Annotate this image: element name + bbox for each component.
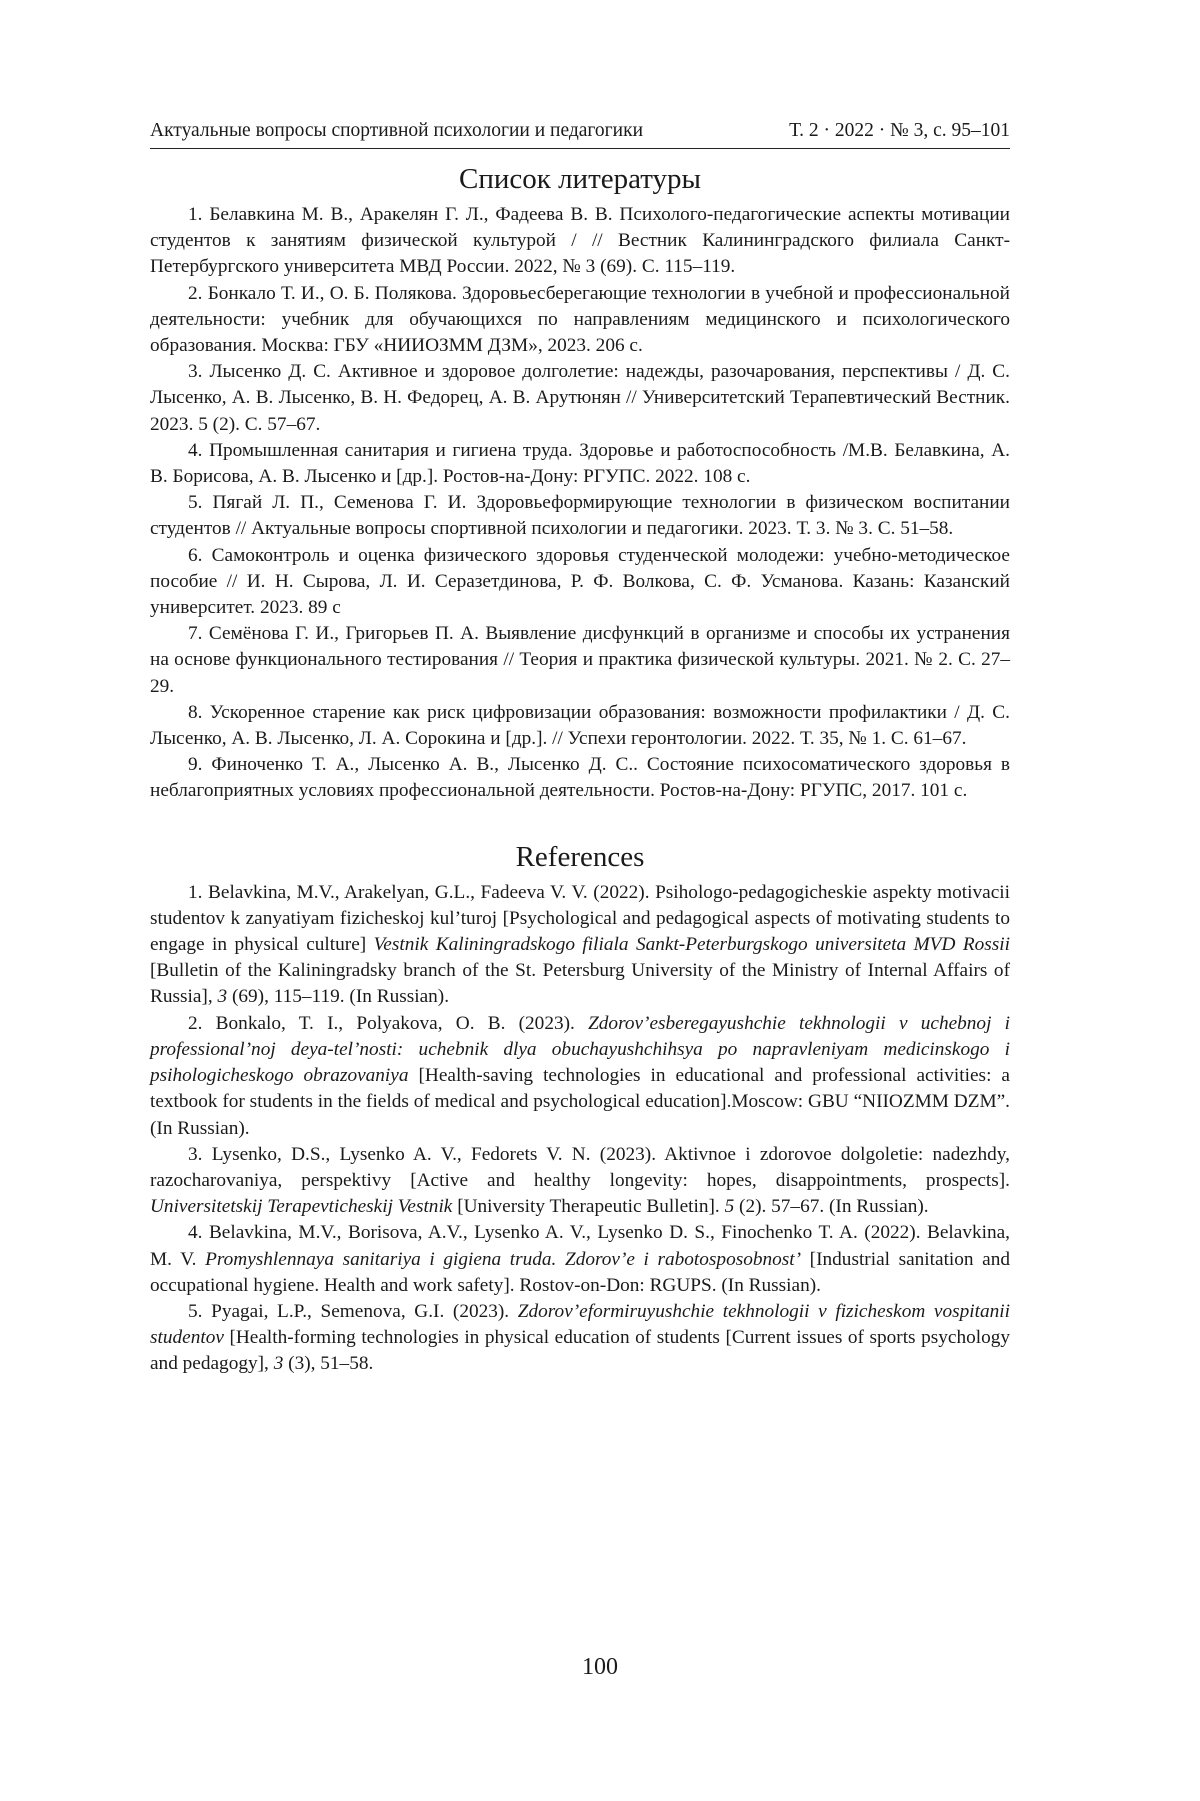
reference-item: 8. Ускоренное старение как риск цифровизации образования: возможности профилактики / Д. С. Лысенко, А. В. Лысенко, Л. А. Сорокина и [др.]. // Успехи геронтологии. 2022. Т. 35, № 1. С. 61–67.: [150, 701, 1010, 750]
reference-item: 4. Промышленная санитария и гигиена труда. Здоровье и работоспособность /М.В. Белавкина, А. В. Борисова, А. В. Лысенко и [др.]. Ростов-на-Дону: РГУПС. 2022. 108 с.: [150, 439, 1010, 488]
reference-run: 5. Pyagai, L.P., Semenova, G.I. (2023).: [188, 1300, 518, 1322]
issue-info: Т. 2 · 2022 · № 3, с. 95–101: [789, 120, 1010, 141]
reference-run: [University Therapeutic Bulletin].: [452, 1196, 725, 1218]
reference-run: (3), 51–58.: [283, 1353, 374, 1375]
page: [150, 120, 1010, 1378]
reference-italic-run: Zdorov’eformiruyushchie tekhnologii v fizicheskom vospitanii studentov: [150, 1300, 1010, 1349]
reference-italic-run: Universitetskij Terapevticheskij Vestnik: [150, 1196, 453, 1218]
section-title-ru: Список литературы: [458, 163, 702, 195]
reference-run: [Health-saving technologies in educational and professional activities: a textbook for students in the fields of medical and psychological education].Moscow: GBU “NIIOZMM DZM”. (In Russian).: [150, 1065, 1010, 1139]
reference-list-ru: [150, 202, 1010, 805]
reference-run: (2). 57–67. (In Russian).: [734, 1196, 929, 1218]
reference-run: 3. Lysenko, D.S., Lysenko A. V., Fedorets V. N. (2023). Aktivnoe i zdorovoe dolgoletie: nadezhdy, razocharovaniya, perspektivy [Active and healthy longevity: hopes, disappointments, prospects].: [150, 1143, 1010, 1191]
reference-italic-run: 5: [724, 1196, 735, 1218]
reference-item: 3. Лысенко Д. С. Активное и здоровое долголетие: надежды, разочарования, перспективы / Д. С. Лысенко, А. В. Лысенко, В. Н. Федорец, А. В. Арутюнян // Университетский Терапевтический Вестник. 2023. 5 (2). С. 57–67.: [150, 361, 1010, 435]
reference-run: 2. Bonkalo, T. I., Polyakova, O. B. (2023).: [188, 1012, 589, 1034]
reference-italic-run: 3: [217, 986, 228, 1008]
reference-run: 1. Belavkina, M.V., Arakelyan, G.L., Fadeeva V. V. (2022). Psihologo-pedagogicheskie aspekty motivacii studentov k zanyatiyam fizicheskoj kul’turoj [Psychological and pedagogical aspects of motivating students to engage in physical culture]: [150, 881, 1010, 956]
page-number: 100: [582, 1654, 618, 1680]
reference-run: [Bulletin of the Kaliningradsky branch of the St. Petersburg University of the Ministry of Internal Affairs of Russia],: [150, 960, 1010, 1008]
reference-item: [150, 1011, 1010, 1142]
reference-italic-run: Promyshlennaya sanitariya i gigiena truda. Zdorov’e i rabotosposobnost’: [205, 1248, 802, 1270]
reference-list-en: [150, 880, 1010, 1378]
reference-item: 9. Финоченко Т. А., Лысенко А. В., Лысенко Д. С.. Состояние психосоматического здоровья в неблагоприятных условиях профессиональной деятельности. Ростов-на-Дону: РГУПС, 2017. 101 с.: [150, 754, 1010, 802]
reference-item: [150, 1299, 1010, 1378]
references-en-section: [150, 841, 1010, 1378]
reference-item: 1. Белавкина М. В., Аракелян Г. Л., Фадеева В. В. Психолого-педагогические аспекты мотивации студентов к занятиям физической культурой / // Вестник Калининградского филиала Санкт-Петербургского университета МВД России. 2022, № 3 (69). С. 115–119.: [150, 204, 1010, 278]
reference-italic-run: Vestnik Kaliningradskogo filiala Sankt-Peterburgskogo universiteta MVD Rossii: [373, 934, 1010, 956]
reference-item: 6. Самоконтроль и оценка физического здоровья студенческой молодежи: учебно-методическое пособие // И. Н. Сырова, Л. И. Серазетдинова, Р. Ф. Волкова, С. Ф. Усманова. Казань: Казанский университет. 2023. 89 с: [150, 544, 1010, 619]
reference-italic-run: Zdorov’esberegayushchie tekhnologii v uchebnoj i professional’noj deya-tel’nosti: uchebnik dlya obuchayushchihsya po napravleniyam medicinskogo i psihologicheskogo obrazovaniya: [150, 1012, 1010, 1087]
references-ru-section: [150, 163, 1010, 805]
reference-item: [150, 1142, 1010, 1221]
reference-item: 5. Пягай Л. П., Семенова Г. И. Здоровьеформирующие технологии в физическом воспитании студентов // Актуальные вопросы спортивной психологии и педагогики. 2023. Т. 3. № 3. С. 51–58.: [150, 492, 1010, 540]
reference-run: (69), 115–119. (In Russian).: [227, 986, 450, 1008]
reference-item: [150, 880, 1010, 1011]
reference-run: [Health-forming technologies in physical education of students [Current issues of sports psychology and pedagogy],: [150, 1327, 1010, 1375]
running-head: [150, 120, 1010, 149]
reference-italic-run: 3: [273, 1353, 284, 1375]
reference-run: [Industrial sanitation and occupational hygiene. Health and work safety]. Rostov-on-Don: RGUPS. (In Russian).: [150, 1248, 1011, 1296]
reference-item: 2. Бонкало Т. И., О. Б. Полякова. Здоровьесберегающие технологии в учебной и профессиональной деятельности: учебник для обучающихся по направлениям медицинского и психологического образования. Москва: ГБУ «НИИОЗММ ДЗМ», 2023. 206 с.: [150, 282, 1010, 357]
reference-item: 7. Семёнова Г. И., Григорьев П. А. Выявление дисфункций в организме и способы их устранения на основе функционального тестирования // Теория и практика физической культуры. 2021. № 2. С. 27–29.: [150, 623, 1010, 697]
journal-title: Актуальные вопросы спортивной психологии и педагогики: [150, 120, 644, 141]
reference-item: [150, 1220, 1010, 1299]
section-title-en: References: [515, 840, 645, 873]
reference-run: 4. Belavkina, M.V., Borisova, A.V., Lysenko A. V., Lysenko D. S., Finochenko T. A. (2022). Belavkina, M. V.: [150, 1222, 1010, 1270]
